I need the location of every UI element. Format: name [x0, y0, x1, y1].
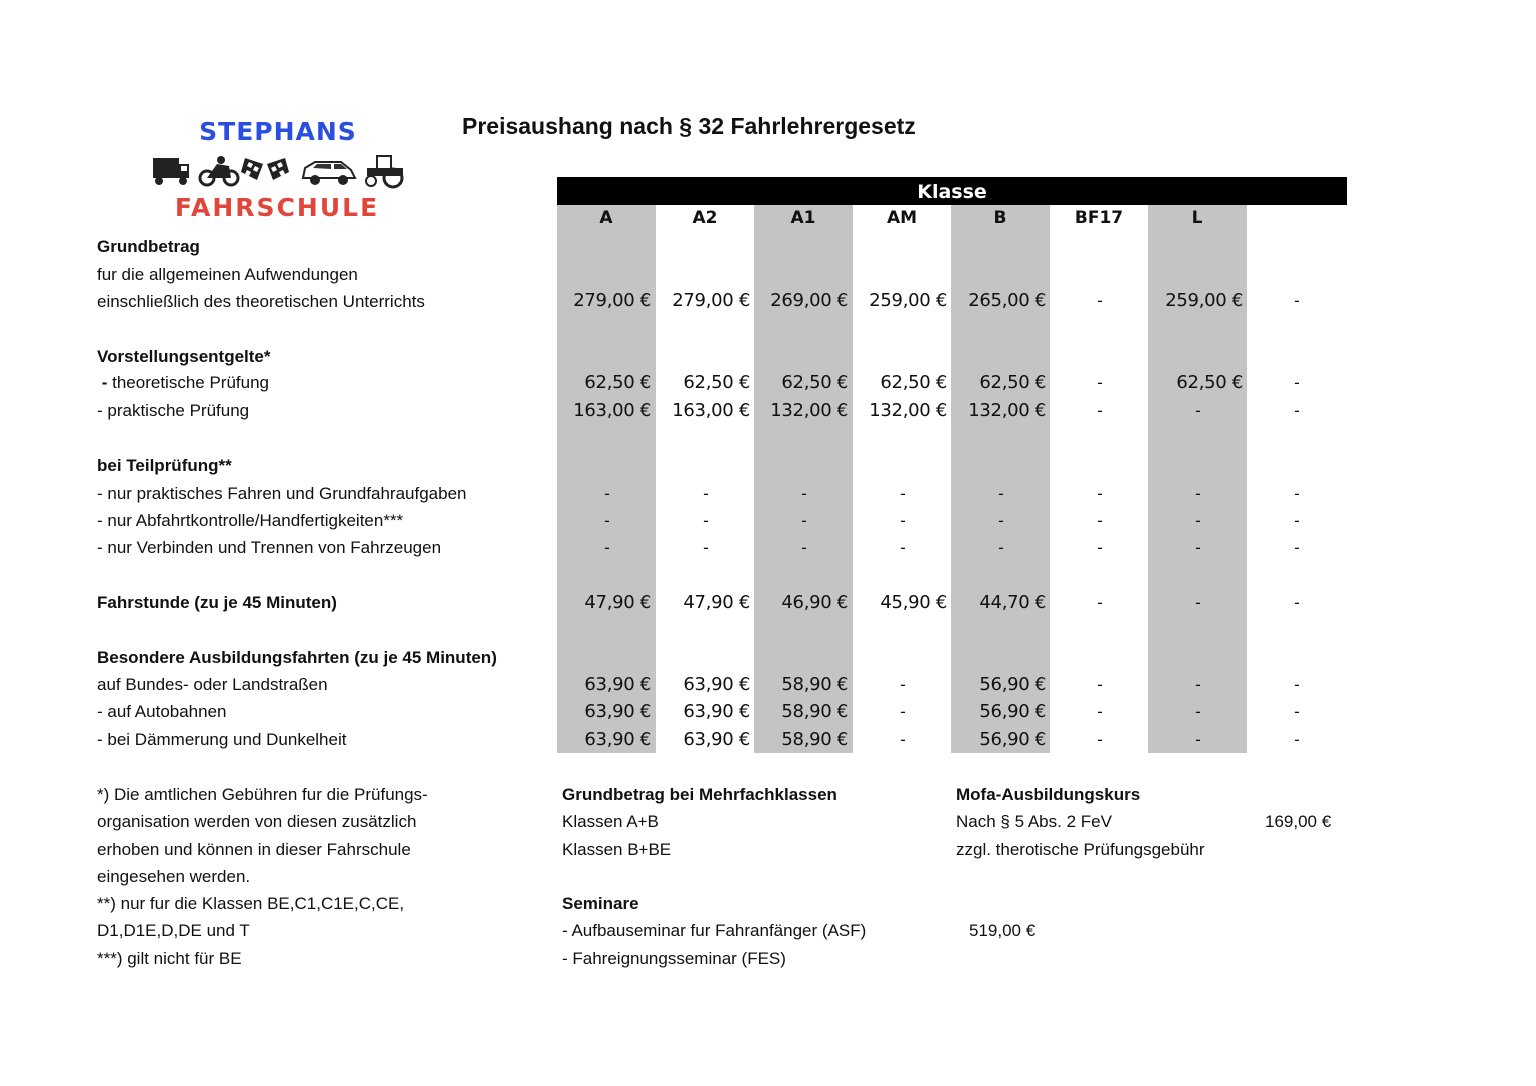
- price-cell-empty: -: [703, 511, 709, 530]
- price-cell-empty: -: [1097, 702, 1103, 721]
- footnote-line: erhoben und können in dieser Fahrschule: [97, 840, 411, 859]
- teilpruefung-row-label: - nur praktisches Fahren und Grundfahraufgaben: [97, 484, 467, 503]
- price-cell-empty: -: [1195, 593, 1201, 612]
- price-cell: 163,00 €: [672, 400, 750, 421]
- price-cell-empty: -: [1195, 511, 1201, 530]
- tractor-icon: [366, 156, 403, 187]
- price-cell-empty: -: [1195, 702, 1201, 721]
- price-cell: 63,90 €: [584, 729, 651, 750]
- price-cell-empty: -: [998, 484, 1004, 503]
- footnote-line: ***) gilt nicht für BE: [97, 949, 242, 968]
- price-cell-empty: -: [900, 538, 906, 557]
- vorstellung-row-text: theoretische Prüfung: [107, 373, 270, 392]
- price-cell-empty: -: [604, 538, 610, 557]
- vorstellung-row-label: - praktische Prüfung: [97, 401, 250, 420]
- column-header-l: L: [1191, 208, 1203, 228]
- price-cell-empty: -: [1097, 538, 1103, 557]
- price-cell-empty: -: [900, 675, 906, 694]
- price-cell-empty: -: [1294, 373, 1300, 392]
- price-cell-empty: -: [1097, 593, 1103, 612]
- seminar-item: - Fahreignungsseminar (FES): [562, 949, 786, 968]
- footnote-line: *) Die amtlichen Gebühren fur die Prüfungs-: [97, 785, 428, 804]
- mofa-line2: zzgl. therotische Prüfungsgebühr: [956, 840, 1205, 859]
- price-cell: 132,00 €: [770, 400, 848, 421]
- price-cell-empty: -: [1294, 675, 1300, 694]
- price-cell-empty: -: [1097, 291, 1103, 310]
- seminare-title: Seminare: [562, 894, 639, 913]
- price-cell: 62,50 €: [880, 372, 947, 393]
- vorstellung-row-label: [97, 373, 269, 393]
- besondere-row-label: auf Bundes- oder Landstraßen: [97, 675, 328, 694]
- price-cell-empty: -: [1097, 730, 1103, 749]
- price-cell-empty: -: [604, 511, 610, 530]
- price-cell: 58,90 €: [781, 674, 848, 695]
- footnote-line: organisation werden von diesen zusätzlich: [97, 812, 417, 831]
- mehrfach-item: Klassen A+B: [562, 812, 659, 831]
- price-cell: 45,90 €: [880, 592, 947, 613]
- price-cell: 132,00 €: [869, 400, 947, 421]
- besondere-row-label: - auf Autobahnen: [97, 702, 227, 721]
- teilpruefung-row-label: - nur Abfahrtkontrolle/Handfertigkeiten***: [97, 511, 404, 530]
- price-cell: 259,00 €: [869, 290, 947, 311]
- mofa-title: Mofa-Ausbildungskurs: [956, 785, 1141, 804]
- price-cell: 132,00 €: [968, 400, 1046, 421]
- footnote-line: eingesehen werden.: [97, 867, 251, 886]
- column-header-a2: A2: [692, 208, 718, 228]
- seminar-item: - Aufbauseminar fur Fahranfänger (ASF): [562, 921, 867, 940]
- column-header-a: A: [599, 208, 613, 228]
- column-bg-b: [951, 205, 1050, 753]
- price-cell-empty: -: [604, 484, 610, 503]
- price-cell-empty: -: [1294, 593, 1300, 612]
- price-cell-empty: -: [801, 484, 807, 503]
- section-title-teilpruefung: bei Teilprüfung**: [97, 456, 232, 475]
- motorcycle-icon: [200, 156, 238, 185]
- price-cell-empty: -: [900, 484, 906, 503]
- section-title-fahrstunde: Fahrstunde (zu je 45 Minuten): [97, 593, 337, 612]
- price-cell: 47,90 €: [683, 592, 750, 613]
- price-cell-empty: -: [801, 511, 807, 530]
- grundbetrag-line2: einschließlich des theoretischen Unterrichts: [97, 292, 425, 311]
- footnote-line: D1,D1E,D,DE und T: [97, 921, 250, 940]
- price-cell-empty: -: [998, 511, 1004, 530]
- price-cell-empty: -: [1294, 291, 1300, 310]
- price-cell: 62,50 €: [979, 372, 1046, 393]
- price-cell-empty: -: [1195, 730, 1201, 749]
- price-cell: 269,00 €: [770, 290, 848, 311]
- column-bg-a: [557, 205, 656, 753]
- price-cell: 63,90 €: [683, 729, 750, 750]
- price-cell-empty: -: [900, 730, 906, 749]
- price-cell: 56,90 €: [979, 701, 1046, 722]
- price-cell-empty: -: [1195, 675, 1201, 694]
- klasse-label: Klasse: [917, 181, 987, 203]
- price-cell-empty: -: [1097, 484, 1103, 503]
- price-cell: 58,90 €: [781, 729, 848, 750]
- price-cell: 279,00 €: [573, 290, 651, 311]
- column-header-bf17: BF17: [1074, 208, 1124, 228]
- logo-fahrschule: FAHRSCHULE: [174, 193, 380, 222]
- section-title-besondere: Besondere Ausbildungsfahrten (zu je 45 Minuten): [97, 648, 497, 667]
- price-cell: 58,90 €: [781, 701, 848, 722]
- price-cell-empty: -: [1195, 484, 1201, 503]
- mehrfach-item: Klassen B+BE: [562, 840, 672, 859]
- price-cell: 56,90 €: [979, 674, 1046, 695]
- price-cell-empty: -: [900, 511, 906, 530]
- price-cell: 62,50 €: [683, 372, 750, 393]
- footnote-line: **) nur fur die Klassen BE,C1,C1E,C,CE,: [97, 894, 405, 913]
- price-cell: 56,90 €: [979, 729, 1046, 750]
- besondere-row-label: - bei Dämmerung und Dunkelheit: [97, 730, 347, 749]
- price-cell: 265,00 €: [968, 290, 1046, 311]
- teilpruefung-row-label: - nur Verbinden und Trennen von Fahrzeugen: [97, 538, 442, 557]
- column-bg-l: [1148, 205, 1247, 753]
- price-cell: 47,90 €: [584, 592, 651, 613]
- price-cell-empty: -: [1294, 538, 1300, 557]
- price-cell: 279,00 €: [672, 290, 750, 311]
- price-cell: 62,50 €: [781, 372, 848, 393]
- mehrfach-title: Grundbetrag bei Mehrfachklassen: [562, 785, 837, 804]
- price-cell: 63,90 €: [683, 674, 750, 695]
- price-cell-empty: -: [900, 702, 906, 721]
- price-cell: 46,90 €: [781, 592, 848, 613]
- price-cell-empty: -: [1195, 401, 1201, 420]
- grundbetrag-line1: fur die allgemeinen Aufwendungen: [97, 265, 358, 284]
- klasse-header-bar: [557, 177, 1347, 205]
- price-cell-empty: -: [998, 538, 1004, 557]
- price-cell: 259,00 €: [1165, 290, 1243, 311]
- price-cell-empty: -: [1097, 675, 1103, 694]
- logo-vehicle-icons: [145, 150, 415, 190]
- price-cell-empty: -: [1294, 484, 1300, 503]
- vorstellung-row-prefix: -: [101, 373, 108, 392]
- price-cell-empty: -: [1097, 401, 1103, 420]
- page-title: Preisaushang nach § 32 Fahrlehrergesetz: [462, 113, 916, 139]
- price-cell-empty: -: [1294, 511, 1300, 530]
- price-cell: 163,00 €: [573, 400, 651, 421]
- section-title-grundbetrag: Grundbetrag: [97, 237, 200, 256]
- mofa-price: 169,00 €: [1265, 812, 1332, 831]
- price-cell-empty: -: [1097, 511, 1103, 530]
- truck-icon: [153, 158, 189, 185]
- price-cell-empty: -: [801, 538, 807, 557]
- column-header-a1: A1: [790, 208, 816, 228]
- logo-stephans: STEPHANS: [199, 117, 357, 146]
- car-icon: [303, 162, 355, 185]
- price-cell-empty: -: [1195, 538, 1201, 557]
- checkered-flags-icon: [241, 158, 289, 180]
- section-title-vorstellung: Vorstellungsentgelte*: [97, 347, 271, 366]
- mofa-line1: Nach § 5 Abs. 2 FeV: [956, 812, 1112, 831]
- price-cell: 63,90 €: [683, 701, 750, 722]
- price-cell: 63,90 €: [584, 701, 651, 722]
- price-cell: 63,90 €: [584, 674, 651, 695]
- price-cell-empty: -: [703, 484, 709, 503]
- column-header-am: AM: [886, 208, 918, 228]
- price-cell-empty: -: [1097, 373, 1103, 392]
- column-header-b: B: [993, 208, 1007, 228]
- price-cell: 62,50 €: [584, 372, 651, 393]
- price-cell: 62,50 €: [1176, 372, 1243, 393]
- price-cell: 44,70 €: [979, 592, 1046, 613]
- price-cell-empty: -: [1294, 702, 1300, 721]
- price-cell-empty: -: [1294, 401, 1300, 420]
- price-cell-empty: -: [703, 538, 709, 557]
- seminar-price: 519,00 €: [969, 921, 1036, 940]
- price-cell-empty: -: [1294, 730, 1300, 749]
- column-bg-a1: [754, 205, 853, 753]
